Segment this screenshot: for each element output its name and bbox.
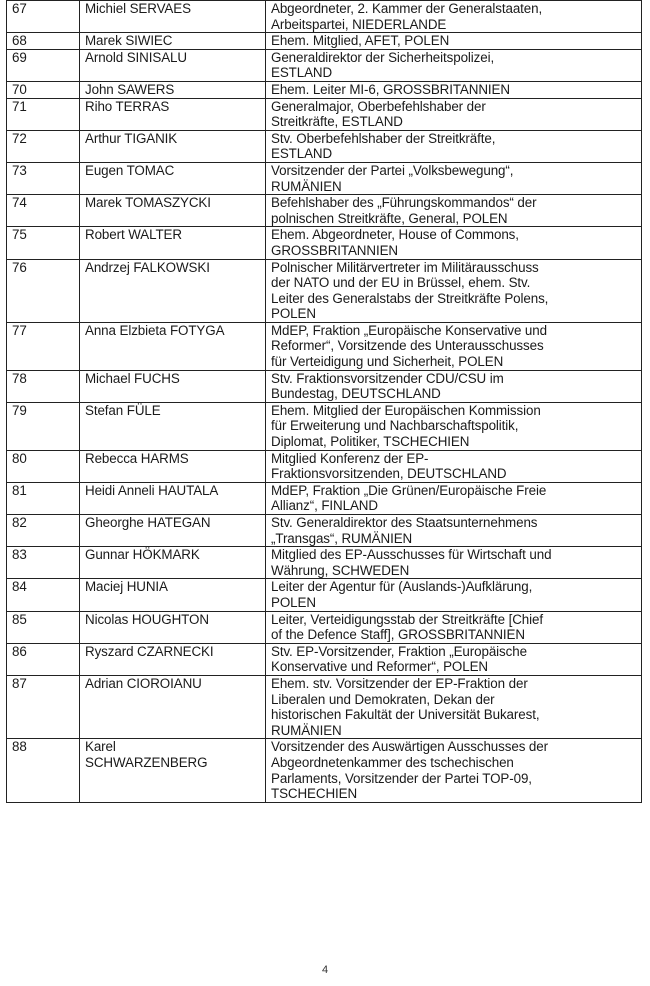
table-row xyxy=(7,370,642,402)
person-description: Generalmajor, Oberbefehlshaber der Streitkräfte, ESTLAND xyxy=(266,98,642,130)
person-description: MdEP, Fraktion „Europäische Konservative und Reformer“, Vorsitzende des Unterausschusses für Verteidigung und Sicherheit, POLEN xyxy=(266,322,642,370)
person-name: Arnold SINISALU xyxy=(80,49,266,81)
person-description: Stv. Oberbefehlshaber der Streitkräfte, ESTLAND xyxy=(266,130,642,162)
table-row xyxy=(7,402,642,450)
person-name: Nicolas HOUGHTON xyxy=(80,611,266,643)
person-description: Befehlshaber des „Führungskommandos“ der polnischen Streitkräfte, General, POLEN xyxy=(266,195,642,227)
person-name: Adrian CIOROIANU xyxy=(80,675,266,738)
page-number: 4 xyxy=(321,964,329,976)
person-description: Ehem. Abgeordneter, House of Commons, GROSSBRITANNIEN xyxy=(266,227,642,259)
row-number: 69 xyxy=(7,49,80,81)
person-description: Stv. Fraktionsvorsitzender CDU/CSU im Bundestag, DEUTSCHLAND xyxy=(266,370,642,402)
person-name: Arthur TIGANIK xyxy=(80,130,266,162)
person-description: Stv. EP-Vorsitzender, Fraktion „Europäische Konservative und Reformer“, POLEN xyxy=(266,643,642,675)
person-description: Mitglied des EP-Ausschusses für Wirtschaft und Währung, SCHWEDEN xyxy=(266,547,642,579)
person-description: Ehem. Mitglied der Europäischen Kommission für Erweiterung und Nachbarschaftspolitik, Diplomat, Politiker, TSCHECHIEN xyxy=(266,402,642,450)
row-number: 84 xyxy=(7,579,80,611)
row-number: 67 xyxy=(7,1,80,33)
person-description: Leiter der Agentur für (Auslands-)Aufklärung, POLEN xyxy=(266,579,642,611)
person-name: Rebecca HARMS xyxy=(80,450,266,482)
person-description: Ehem. Mitglied, AFET, POLEN xyxy=(266,33,642,50)
person-name: Anna Elzbieta FOTYGA xyxy=(80,322,266,370)
table-body xyxy=(7,1,642,803)
person-name: Gunnar HÖKMARK xyxy=(80,547,266,579)
person-name: Marek SIWIEC xyxy=(80,33,266,50)
row-number: 88 xyxy=(7,739,80,802)
row-number: 81 xyxy=(7,482,80,514)
table-row xyxy=(7,322,642,370)
table-row xyxy=(7,739,642,802)
row-number: 75 xyxy=(7,227,80,259)
table-row xyxy=(7,643,642,675)
person-description: Polnischer Militärvertreter im Militärausschuss der NATO und der EU in Brüssel, ehem. Stv. Leiter des Generalstabs der Streitkräfte Polens, POLEN xyxy=(266,259,642,322)
table-row xyxy=(7,1,642,33)
table-row xyxy=(7,450,642,482)
person-description: Mitglied Konferenz der EP- Fraktionsvorsitzenden, DEUTSCHLAND xyxy=(266,450,642,482)
table-row xyxy=(7,81,642,98)
person-name: Eugen TOMAC xyxy=(80,162,266,194)
table-row xyxy=(7,579,642,611)
person-name: Riho TERRAS xyxy=(80,98,266,130)
row-number: 83 xyxy=(7,547,80,579)
person-name: Maciej HUNIA xyxy=(80,579,266,611)
person-name: Stefan FÜLE xyxy=(80,402,266,450)
row-number: 71 xyxy=(7,98,80,130)
row-number: 78 xyxy=(7,370,80,402)
table-row xyxy=(7,259,642,322)
table-row xyxy=(7,98,642,130)
person-description: Ehem. stv. Vorsitzender der EP-Fraktion der Liberalen und Demokraten, Dekan der historischen Fakultät der Universität Bukarest, RUMÄNIEN xyxy=(266,675,642,738)
table-row xyxy=(7,611,642,643)
person-description: Ehem. Leiter MI-6, GROSSBRITANNIEN xyxy=(266,81,642,98)
person-name: Karel SCHWARZENBERG xyxy=(80,739,266,802)
table-row xyxy=(7,675,642,738)
table-row xyxy=(7,227,642,259)
row-number: 68 xyxy=(7,33,80,50)
person-name: Heidi Anneli HAUTALA xyxy=(80,482,266,514)
person-name: Michael FUCHS xyxy=(80,370,266,402)
person-description: Vorsitzender des Auswärtigen Ausschusses der Abgeordnetenkammer des tschechischen Parlaments, Vorsitzender der Partei TOP-09, TSCHECHIEN xyxy=(266,739,642,802)
row-number: 77 xyxy=(7,322,80,370)
persons-table xyxy=(6,0,642,803)
table-row xyxy=(7,482,642,514)
person-description: Stv. Generaldirektor des Staatsunternehmens „Transgas“, RUMÄNIEN xyxy=(266,515,642,547)
person-name: Andrzej FALKOWSKI xyxy=(80,259,266,322)
person-description: Vorsitzender der Partei „Volksbewegung“, RUMÄNIEN xyxy=(266,162,642,194)
row-number: 74 xyxy=(7,195,80,227)
person-description: Leiter, Verteidigungsstab der Streitkräfte [Chief of the Defence Staff], GROSSBRITANNIEN xyxy=(266,611,642,643)
person-description: Abgeordneter, 2. Kammer der Generalstaaten, Arbeitspartei, NIEDERLANDE xyxy=(266,1,642,33)
row-number: 73 xyxy=(7,162,80,194)
table-row xyxy=(7,130,642,162)
row-number: 70 xyxy=(7,81,80,98)
table-row xyxy=(7,515,642,547)
row-number: 86 xyxy=(7,643,80,675)
person-name: Robert WALTER xyxy=(80,227,266,259)
row-number: 82 xyxy=(7,515,80,547)
row-number: 79 xyxy=(7,402,80,450)
row-number: 87 xyxy=(7,675,80,738)
person-name: Ryszard CZARNECKI xyxy=(80,643,266,675)
table-row xyxy=(7,49,642,81)
row-number: 76 xyxy=(7,259,80,322)
row-number: 85 xyxy=(7,611,80,643)
table-row xyxy=(7,162,642,194)
person-description: MdEP, Fraktion „Die Grünen/Europäische Freie Allianz“, FINLAND xyxy=(266,482,642,514)
person-name: Marek TOMASZYCKI xyxy=(80,195,266,227)
table-row xyxy=(7,195,642,227)
person-name: Michiel SERVAES xyxy=(80,1,266,33)
row-number: 80 xyxy=(7,450,80,482)
person-description: Generaldirektor der Sicherheitspolizei, ESTLAND xyxy=(266,49,642,81)
table-row xyxy=(7,33,642,50)
table-row xyxy=(7,547,642,579)
person-name: Gheorghe HATEGAN xyxy=(80,515,266,547)
row-number: 72 xyxy=(7,130,80,162)
person-name: John SAWERS xyxy=(80,81,266,98)
